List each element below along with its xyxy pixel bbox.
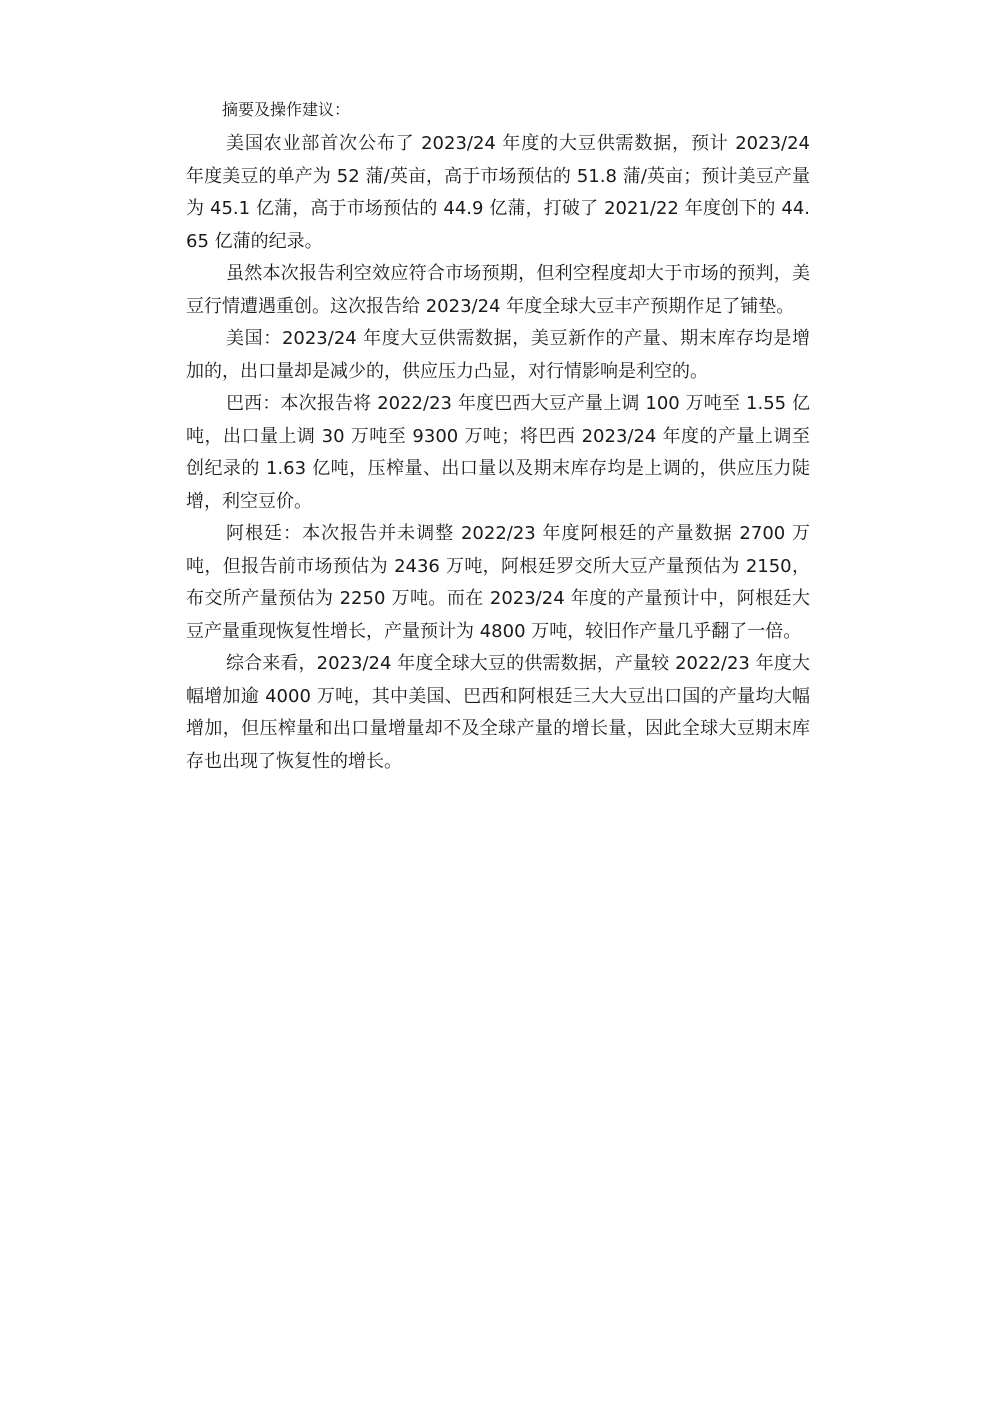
paragraph-brazil: 巴西：本次报告将 2022/23 年度巴西大豆产量上调 100 万吨至 1.55 亿吨，出口量上调 30 万吨至 9300 万吨；将巴西 2023/24 年度的产量上调至创纪录的 1.63 亿吨，压榨量、出口量以及期末库存均是上调的，供应压力陡增，利空豆价。 [186,393,810,512]
document-body [186,96,810,778]
paragraph-usda-overview: 美国农业部首次公布了 2023/24 年度的大豆供需数据，预计 2023/24 年度美豆的单产为 52 蒲/英亩，高于市场预估的 51.8 蒲/英亩；预计美豆产量为 45.1 亿蒲，高于市场预估的 44.9 亿蒲，打破了 2021/22 年度创下的 44.65 亿蒲的纪录。 [186,133,810,252]
paragraph-usa: 美国：2023/24 年度大豆供需数据，美豆新作的产量、期末库存均是增加的，出口量却是减少的，供应压力凸显，对行情影响是利空的。 [186,328,810,382]
section-heading: 摘要及操作建议： [222,100,351,119]
paragraph-summary: 综合来看，2023/24 年度全球大豆的供需数据，产量较 2022/23 年度大幅增加逾 4000 万吨，其中美国、巴西和阿根廷三大大豆出口国的产量均大幅增加，但压榨量和出口量增量却不及全球产量的增长量，因此全球大豆期末库存也出现了恢复性的增长。 [186,653,810,772]
paragraph-argentina: 阿根廷：本次报告并未调整 2022/23 年度阿根廷的产量数据 2700 万吨，但报告前市场预估为 2436 万吨，阿根廷罗交所大豆产量预估为 2150，布交所产量预估为 2250 万吨。而在 2023/24 年度的产量预计中，阿根廷大豆产量重现恢复性增长，产量预计为 4800 万吨，较旧作产量几乎翻了一倍。 [186,523,810,642]
paragraph-market-impact: 虽然本次报告利空效应符合市场预期，但利空程度却大于市场的预判，美豆行情遭遇重创。这次报告给 2023/24 年度全球大豆丰产预期作足了铺垫。 [186,263,810,317]
